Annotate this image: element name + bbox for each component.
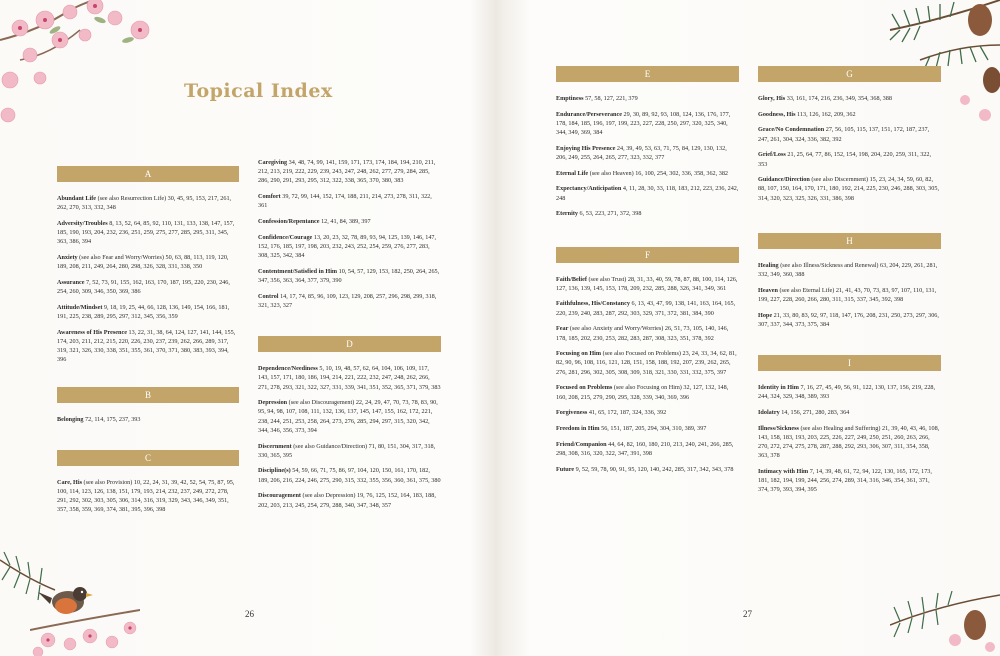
index-refs: (see also Eternal Life) 21, 41, 43, 70, 73, 83, 97, 107, 110, 131, 199, 227, 228, 260, 266, 280, 311, 315, 337, 345, 392, 398: [758, 286, 937, 303]
index-entry: [57, 415, 239, 424]
index-column-2: [258, 158, 441, 516]
section-header-c: C: [57, 450, 239, 466]
index-entry: [556, 299, 739, 317]
index-term: Fear: [556, 325, 569, 333]
index-entry: [556, 169, 739, 178]
index-refs: 7, 52, 73, 91, 155, 162, 163, 170, 187, 195, 220, 230, 246, 254, 260, 309, 346, 350, 369, 386: [57, 278, 230, 296]
index-column-4: [758, 66, 941, 501]
index-entry: [556, 408, 739, 417]
index-entry: [556, 424, 739, 433]
index-entry: [57, 328, 239, 365]
index-refs: 21, 33, 80, 83, 92, 97, 118, 147, 176, 208, 231, 250, 273, 297, 306, 307, 337, 344, 373, 375, 384: [758, 311, 939, 328]
index-entry: [758, 467, 941, 495]
index-refs: 12, 41, 84, 389, 397: [319, 218, 371, 226]
index-entry: [258, 267, 441, 285]
index-term: Hope: [758, 311, 773, 319]
index-refs: 72, 114, 175, 237, 393: [83, 415, 141, 423]
index-term: Abundant Life: [57, 195, 97, 202]
index-refs: 9, 18, 19, 25, 44, 66, 128, 136, 149, 154, 166, 181, 191, 225, 238, 289, 295, 297, 312, 345, 356, 359: [57, 303, 230, 321]
index-entry: [556, 383, 739, 401]
index-term: Depression: [258, 399, 288, 407]
index-term: Confidence/Courage: [258, 233, 313, 241]
index-term: Anxiety: [57, 254, 78, 262]
index-refs: (see also Depression) 19, 76, 125, 152, 164, 183, 188, 202, 203, 213, 245, 254, 279, 288, 340, 347, 348, 357: [258, 492, 436, 509]
index-refs: 6, 53, 223, 271, 372, 398: [578, 210, 642, 218]
index-refs: 9, 52, 59, 78, 90, 91, 95, 120, 140, 242, 285, 317, 342, 343, 378: [574, 465, 734, 473]
page-title: Topical Index: [184, 80, 333, 102]
index-term: Comfort: [258, 193, 281, 201]
section-header-b: B: [57, 387, 239, 403]
index-entry: [758, 125, 941, 143]
index-term: Focusing on Him: [556, 350, 602, 358]
index-term: Dependence/Neediness: [258, 365, 318, 373]
index-term: Heaven: [758, 286, 778, 294]
index-refs: (see also Provision) 10, 22, 24, 31, 39, 42, 52, 54, 75, 87, 95, 100, 114, 123, 126, 138, 151, 179, 193, 214, 232, 237, 249, 272, 278, 291, 292, 302, 303, 305, 306, 314, 316, 319, 329, 343, 346, 349, 351, 357, 358, 359, 369, 374, 381, 395, 396, 398: [57, 478, 235, 514]
index-term: Adversity/Troubles: [57, 219, 108, 227]
section-header-d: D: [258, 336, 441, 352]
index-refs: 21, 25, 64, 77, 86, 152, 154, 198, 204, 220, 259, 311, 322, 353: [758, 151, 932, 168]
index-refs: 24, 39, 49, 53, 63, 71, 75, 84, 129, 130, 132, 206, 249, 255, 264, 265, 277, 323, 332, 377: [556, 144, 727, 162]
index-refs: (see also Trust) 28, 31, 33, 40, 59, 78, 87, 88, 100, 114, 126, 127, 136, 139, 145, 153, 178, 209, 232, 285, 288, 326, 341, 349, 361: [556, 275, 738, 292]
index-term: Focused on Problems: [556, 384, 613, 392]
index-refs: 44, 64, 82, 160, 180, 210, 213, 240, 241, 266, 285, 298, 308, 316, 320, 322, 347, 391, 398: [556, 440, 734, 457]
index-refs: 39, 72, 99, 144, 152, 174, 188, 211, 214, 273, 278, 311, 322, 361: [258, 193, 432, 210]
index-refs: (see also Discouragement) 22, 24, 29, 47, 70, 73, 78, 83, 90, 95, 94, 98, 107, 108, 111, 132, 136, 137, 145, 147, 155, 162, 172, 221, 238, 244, 251, 253, 258, 264, 273, 276, 285, 294, 297, 315, 320, 342, 344, 346, 356, 373, 394: [258, 399, 438, 434]
index-term: Idolatry: [758, 408, 780, 416]
index-term: Healing: [758, 261, 779, 269]
index-term: Confession/Repentance: [258, 218, 320, 226]
index-term: Faith/Belief: [556, 275, 587, 283]
index-term: Assurance: [57, 278, 85, 286]
index-term: Grief/Loss: [758, 151, 786, 159]
index-column-3: [556, 66, 739, 480]
index-term: Friend/Companion: [556, 440, 607, 448]
index-entry: [556, 144, 739, 162]
index-entry: [556, 184, 739, 202]
index-term: Identity in Him: [758, 384, 799, 392]
index-refs: (see also Discernment) 15, 23, 24, 34, 59, 60, 82, 88, 107, 150, 164, 170, 171, 180, 192, 214, 225, 230, 246, 288, 303, 305, 314, 320, 323, 325, 326, 331, 386, 398: [758, 176, 939, 202]
index-refs: 6, 13, 43, 47, 99, 138, 141, 163, 164, 165, 220, 239, 240, 283, 287, 292, 303, 329, 371, 372, 381, 384, 390: [556, 300, 736, 317]
index-refs: 7, 14, 39, 48, 61, 72, 94, 122, 130, 165, 172, 173, 181, 182, 194, 199, 244, 256, 274, 289, 314, 316, 346, 354, 361, 371, 374, 379, 393, 394, 395: [758, 467, 932, 494]
index-refs: 57, 58, 127, 221, 379: [583, 95, 638, 102]
index-refs: (see also Fear and Worry/Worries) 50, 63, 88, 113, 119, 120, 189, 208, 211, 249, 264, 280, 298, 326, 328, 331, 338, 350: [57, 254, 229, 271]
index-term: Goodness, His: [758, 110, 796, 118]
index-entry: [556, 110, 739, 138]
index-entry: [57, 303, 239, 321]
section-header-a: A: [57, 166, 239, 182]
index-entry: [758, 110, 941, 119]
index-refs: 54, 59, 66, 71, 75, 86, 97, 104, 120, 150, 161, 170, 182, 189, 206, 216, 224, 246, 275, 290, 315, 332, 355, 356, 360, 361, 375, 380: [258, 467, 441, 484]
index-term: Glory, His: [758, 95, 786, 102]
index-term: Grace/No Condemnation: [758, 126, 825, 134]
index-refs: 29, 30, 89, 92, 93, 108, 124, 136, 176, 177, 178, 184, 185, 196, 197, 199, 223, 227, 228, 250, 297, 320, 325, 340, 344, 349, 369, 384: [556, 110, 731, 137]
index-entry: [258, 233, 441, 261]
index-term: Discipline(s): [258, 467, 291, 475]
index-refs: (see also Heaven) 16, 100, 254, 302, 336, 358, 362, 382: [588, 169, 729, 177]
index-entry: [556, 440, 739, 458]
index-refs: 13, 22, 31, 38, 64, 124, 127, 141, 144, 155, 174, 203, 211, 212, 215, 220, 226, 230, 237, 239, 262, 266, 289, 317, 319, 321, 326, 330, 338, 351, 355, 361, 370, 371, 380, 383, 393, 394, 396: [57, 328, 236, 364]
index-entry: [758, 150, 941, 168]
index-refs: (see also Illness/Sickness and Renewal) 63, 204, 229, 261, 281, 332, 349, 360, 388: [758, 261, 938, 279]
index-refs: 13, 20, 23, 32, 78, 89, 93, 94, 125, 139, 146, 147, 152, 176, 185, 197, 198, 203, 232, 243, 252, 254, 259, 276, 277, 283, 308, 325, 342, 384: [258, 233, 437, 260]
index-entry: [258, 491, 441, 509]
index-term: Future: [556, 465, 575, 473]
index-entry: [258, 466, 441, 484]
index-term: Expectancy/Anticipation: [556, 185, 622, 193]
index-entry: [57, 194, 239, 212]
index-entry: [258, 364, 441, 392]
section-header-i: I: [758, 355, 941, 371]
index-refs: 4, 11, 28, 30, 33, 118, 183, 212, 223, 236, 242, 248: [556, 185, 739, 202]
index-refs: (see also Resurrection Life) 30, 45, 95, 153, 217, 261, 262, 270, 313, 332, 348: [57, 195, 232, 212]
index-term: Endurance/Perseverance: [556, 110, 622, 118]
cherry-blossom-illustration-top-left: [0, 0, 170, 150]
page-number-left: 26: [245, 609, 254, 619]
index-refs: (see also Focusing on Him) 32, 127, 132, 148, 160, 208, 215, 279, 290, 295, 328, 339, 340, 369, 396: [556, 384, 729, 401]
index-term: Awareness of His Presence: [57, 328, 127, 336]
index-entry: [57, 219, 239, 247]
index-entry: [258, 292, 441, 310]
index-refs: (see also Focused on Problems) 23, 24, 33, 34, 62, 81, 82, 90, 96, 108, 116, 121, 128, 151, 158, 188, 192, 207, 239, 262, 265, 276, 281, 296, 302, 305, 308, 309, 318, 321, 330, 331, 332, 375, 397: [556, 350, 737, 376]
index-term: Discouragement: [258, 492, 301, 500]
index-refs: (see also Anxiety and Worry/Worries) 26, 51, 73, 105, 140, 146, 178, 185, 202, 230, 253, 282, 283, 287, 308, 323, 351, 378, 392: [556, 325, 729, 342]
index-entry: [758, 261, 941, 279]
index-term: Emptiness: [556, 95, 584, 102]
index-term: Eternal Life: [556, 169, 589, 177]
index-term: Freedom in Him: [556, 424, 600, 432]
page-number-right: 27: [743, 609, 752, 619]
index-term: Control: [258, 292, 279, 300]
index-refs: 33, 161, 174, 216, 236, 349, 354, 368, 388: [785, 95, 892, 102]
index-term: Eternity: [556, 210, 578, 218]
index-refs: (see also Guidance/Direction) 71, 80, 151, 304, 317, 318, 330, 365, 395: [258, 442, 436, 459]
index-term: Caregiving: [258, 159, 288, 166]
index-refs: 41, 65, 172, 187, 324, 336, 392: [587, 409, 667, 417]
robin-bird-illustration: [30, 580, 140, 656]
index-entry: [758, 94, 941, 103]
section-header-g: G: [758, 66, 941, 82]
index-term: Discernment: [258, 442, 292, 450]
index-entry: [57, 278, 239, 296]
index-term: Contentment/Satisfied in Him: [258, 267, 338, 275]
index-term: Illness/Sickness: [758, 424, 799, 432]
index-refs: 14, 17, 74, 85, 96, 109, 123, 129, 208, 257, 296, 298, 299, 318, 321, 323, 327: [258, 292, 437, 309]
index-refs: 113, 126, 162, 209, 362: [795, 110, 856, 118]
index-entry: [556, 275, 739, 293]
index-column-1: [57, 166, 239, 521]
index-term: Intimacy with Him: [758, 467, 809, 475]
index-refs: 8, 13, 52, 64, 85, 92, 110, 131, 133, 138, 147, 157, 185, 190, 193, 204, 232, 236, 251, 259, 275, 277, 285, 295, 311, 345, 363, 386, 394: [57, 219, 235, 246]
index-refs: 7, 16, 27, 45, 49, 56, 91, 122, 130, 137, 156, 219, 228, 244, 324, 329, 348, 389, 393: [758, 384, 936, 401]
index-refs: 27, 56, 105, 115, 137, 151, 172, 187, 237, 247, 261, 304, 324, 336, 382, 392: [758, 126, 930, 143]
index-term: Guidance/Direction: [758, 176, 810, 184]
index-refs: 5, 10, 19, 48, 57, 62, 64, 104, 106, 109, 117, 143, 157, 171, 180, 186, 194, 214, 221, 222, 232, 247, 248, 262, 266, 271, 278, 293, 321, 322, 327, 331, 339, 341, 351, 352, 365, 371, 379, 383: [258, 365, 441, 391]
section-header-e: E: [556, 66, 739, 82]
section-header-h: H: [758, 233, 941, 249]
index-entry: [57, 478, 239, 515]
index-entry: [556, 209, 739, 218]
index-term: Care, His: [57, 478, 82, 486]
index-entry: [258, 442, 441, 460]
index-entry: [758, 383, 941, 401]
pine-branch-illustration-bottom-right: [890, 585, 1000, 656]
index-entry: [556, 94, 739, 103]
index-entry: [758, 424, 941, 461]
index-entry: [258, 398, 441, 435]
index-refs: 10, 54, 57, 129, 153, 182, 250, 264, 265, 347, 356, 363, 364, 377, 379, 390: [258, 267, 440, 285]
index-entry: [758, 175, 941, 203]
index-term: Belonging: [57, 415, 84, 423]
index-term: Enjoying His Presence: [556, 144, 616, 152]
section-header-f: F: [556, 247, 739, 263]
index-term: Attitude/Mindset: [57, 303, 103, 311]
index-refs: 14, 156, 271, 280, 283, 364: [779, 408, 850, 416]
index-entry: [556, 324, 739, 342]
index-term: Faithfulness, His/Constancy: [556, 300, 630, 308]
index-term: Forgiveness: [556, 409, 588, 417]
index-entry: [258, 217, 441, 226]
index-entry: [258, 158, 441, 186]
index-entry: [758, 408, 941, 417]
index-entry: [758, 286, 941, 304]
index-entry: [758, 311, 941, 329]
index-entry: [556, 349, 739, 377]
index-entry: [258, 192, 441, 210]
index-entry: [556, 465, 739, 474]
index-refs: 56, 151, 187, 205, 294, 304, 310, 389, 397: [599, 424, 707, 432]
index-refs: (see also Healing and Suffering) 21, 39, 40, 43, 46, 108, 143, 158, 183, 193, 203, 225, 226, 227, 249, 250, 251, 260, 263, 266, 270, 272, 274, 275, 278, 287, 288, 292, 293, 306, 307, 311, 354, 358, 363, 378: [758, 424, 940, 460]
index-entry: [57, 253, 239, 271]
index-refs: 34, 48, 74, 99, 141, 159, 171, 173, 174, 184, 194, 210, 211, 212, 213, 219, 222, 229, 239, 243, 247, 248, 262, 277, 279, 284, 285, 286, 290, 291, 293, 295, 312, 322, 338, 365, 370, 380, 383: [258, 159, 436, 185]
